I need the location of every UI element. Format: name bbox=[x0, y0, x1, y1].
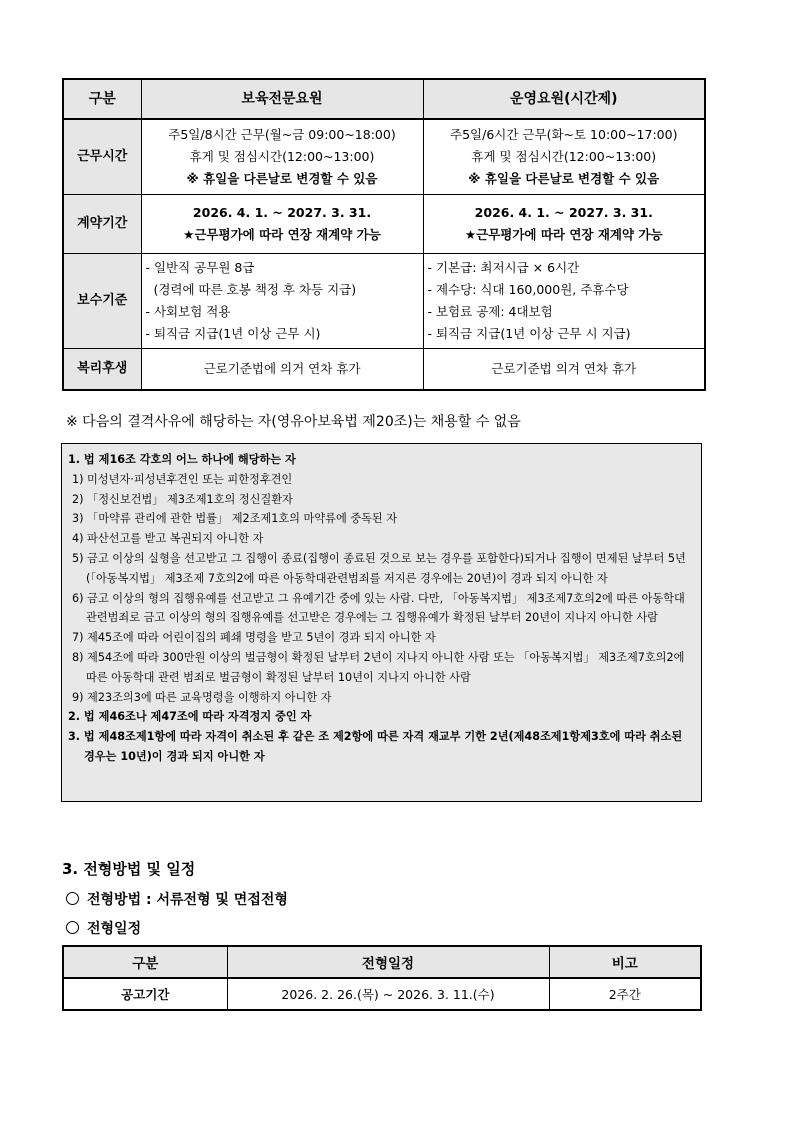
pay-col1-line2: (경력에 따른 호봉 책정 후 차등 지급) bbox=[145, 282, 357, 297]
schedule-remarks: 2주간 bbox=[549, 978, 701, 1010]
disqualification-box bbox=[61, 443, 702, 802]
list-item: 3) 「마약류 관리에 관한 법률」 제2조제1호의 마약류에 중독된 자 bbox=[72, 512, 398, 526]
label-welfare: 복리후생 bbox=[63, 349, 141, 391]
schedule-label: 전형일정 bbox=[87, 921, 142, 937]
contract-col2-line1: 2026. 4. 1. ~ 2027. 3. 31. bbox=[474, 205, 653, 220]
list-item: 5) 금고 이상의 실형을 선고받고 그 집행이 종료(집행이 종료된 것으로 보는 경우를 포함한다)되거나 집행이 면제된 날부터 5년(「아동복지법」 제3조제 7호의2에 따른 아동학대관련범죄를 저지른 경우에는 20년)이 경과 되지 아니한 자 bbox=[72, 551, 686, 585]
header-operations-staff: 운영요원(시간제) bbox=[423, 79, 705, 119]
schedule-header-category: 구분 bbox=[63, 946, 227, 978]
row-contract-period bbox=[63, 195, 705, 254]
pay-col1-line3: - 사회보험 적용 bbox=[145, 304, 231, 319]
label-working-hours: 근무시간 bbox=[63, 119, 141, 195]
hours-col1 bbox=[141, 119, 423, 195]
schedule-period: 2026. 2. 26.(목) ~ 2026. 3. 11.(수) bbox=[227, 978, 549, 1010]
pay-col1 bbox=[141, 254, 423, 349]
pay-col1-line1: - 일반직 공무원 8급 bbox=[145, 260, 255, 275]
disqualification-note: ※ 다음의 결격사유에 해당하는 자(영유아보육법 제20조)는 채용할 수 없음 bbox=[66, 414, 521, 430]
table-row bbox=[63, 978, 701, 1010]
schedule-header-remarks: 비고 bbox=[549, 946, 701, 978]
pay-col1-line4: - 퇴직금 지급(1년 이상 근무 시) bbox=[145, 326, 321, 341]
label-contract-period: 계약기간 bbox=[63, 195, 141, 254]
row-pay-standard bbox=[63, 254, 705, 349]
row-welfare bbox=[63, 349, 705, 391]
hours-col2-line1: 주5일/6시간 근무(화~토 10:00~17:00) bbox=[450, 127, 678, 142]
circle-bullet-icon bbox=[66, 892, 79, 905]
row-working-hours bbox=[63, 119, 705, 195]
table-header-row bbox=[63, 79, 705, 119]
label-pay-standard: 보수기준 bbox=[63, 254, 141, 349]
pay-col2-line1: - 기본급: 최저시급 × 6시간 bbox=[427, 260, 580, 275]
hours-col1-line2: 휴게 및 점심시간(12:00~13:00) bbox=[189, 149, 375, 164]
contract-col2-line2: ★근무평가에 따라 연장 재계약 가능 bbox=[464, 227, 663, 242]
hours-col2-line2: 휴게 및 점심시간(12:00~13:00) bbox=[471, 149, 657, 164]
welfare-col2: 근로기준법 의겨 연차 휴가 bbox=[423, 349, 705, 391]
contract-col1-line1: 2026. 4. 1. ~ 2027. 3. 31. bbox=[192, 205, 372, 220]
list-item: 9) 제23조의3에 따른 교육명령을 이행하지 아니한 자 bbox=[72, 690, 332, 704]
circle-bullet-icon bbox=[66, 921, 79, 934]
list-item: 8) 제54조에 따라 300만원 이상의 벌금형이 확정된 날부터 2년이 지나지 아니한 사람 또는 「아동복지법」 제3조제7호의2에 따른 아동학대 관련 범죄로 벌금형이 확정된 날부터 10년이 지나지 아니한 사람 bbox=[72, 650, 685, 684]
schedule-table bbox=[62, 945, 702, 1011]
header-category: 구분 bbox=[63, 79, 141, 119]
disqualification-heading-1: 1. 법 제16조 각호의 어느 하나에 해당하는 자 bbox=[68, 453, 296, 466]
schedule-category: 공고기간 bbox=[63, 978, 227, 1010]
method-bullet bbox=[66, 889, 288, 909]
employment-conditions-table bbox=[62, 78, 706, 391]
schedule-bullet bbox=[66, 918, 141, 938]
list-item: 1) 미성년자·피성년후견인 또는 피한정후견인 bbox=[72, 472, 293, 486]
schedule-header-schedule: 전형일정 bbox=[227, 946, 549, 978]
header-childcare-specialist: 보육전문요원 bbox=[141, 79, 423, 119]
pay-col2-line3: - 보험료 공제: 4대보험 bbox=[427, 304, 553, 319]
pay-col2 bbox=[423, 254, 705, 349]
welfare-col1: 근로기준법에 의거 연차 휴가 bbox=[141, 349, 423, 391]
contract-col1-line2: ★근무평가에 따라 연장 재계약 가능 bbox=[183, 227, 381, 242]
disqualification-heading-3: 3. 법 제48조제1항에 따라 자격이 취소된 후 같은 조 제2항에 따른 자격 재교부 기한 2년(제48조제1항제3호에 따라 취소된 경우는 10년)이 경과 되지 아니한 자 bbox=[68, 730, 683, 763]
pay-col2-line4: - 퇴직금 지급(1년 이상 근무 시 지급) bbox=[427, 326, 631, 341]
contract-col1 bbox=[141, 195, 423, 254]
hours-col2 bbox=[423, 119, 705, 195]
hours-col1-line1: 주5일/8시간 근무(월~금 09:00~18:00) bbox=[168, 127, 396, 142]
hours-col1-line3: ※ 휴일을 다른날로 변경할 수 있음 bbox=[186, 171, 378, 186]
list-item: 4) 파산선고를 받고 복권되지 아니한 자 bbox=[72, 532, 264, 546]
list-item: 6) 금고 이상의 형의 집행유예를 선고받고 그 유예기간 중에 있는 사람. 다만, 「아동복지법」 제3조제7호의2에 따른 아동학대관련범죄로 금고 이상의 형의 집행유예를 선고받은 경우에는 그 집행유예가 확정된 날부터 20년이 지나지 아니한 사람 bbox=[72, 591, 685, 625]
method-text: 전형방법 : 서류전형 및 면접전형 bbox=[87, 892, 288, 908]
list-item: 2) 「정신보건법」 제3조제1호의 정신질환자 bbox=[72, 492, 293, 506]
section-title: 3. 전형방법 및 일정 bbox=[62, 860, 196, 878]
hours-col2-line3: ※ 휴일을 다른날로 변경할 수 있음 bbox=[468, 171, 660, 186]
disqualification-heading-2: 2. 법 제46조나 제47조에 따라 자격정지 중인 자 bbox=[68, 710, 312, 724]
schedule-header-row bbox=[63, 946, 701, 978]
list-item: 7) 제45조에 따라 어린이집의 폐쇄 명령을 받고 5년이 경과 되지 아니한 자 bbox=[72, 631, 436, 645]
pay-col2-line2: - 제수당: 식대 160,000원, 주휴수당 bbox=[427, 282, 629, 297]
contract-col2 bbox=[423, 195, 705, 254]
